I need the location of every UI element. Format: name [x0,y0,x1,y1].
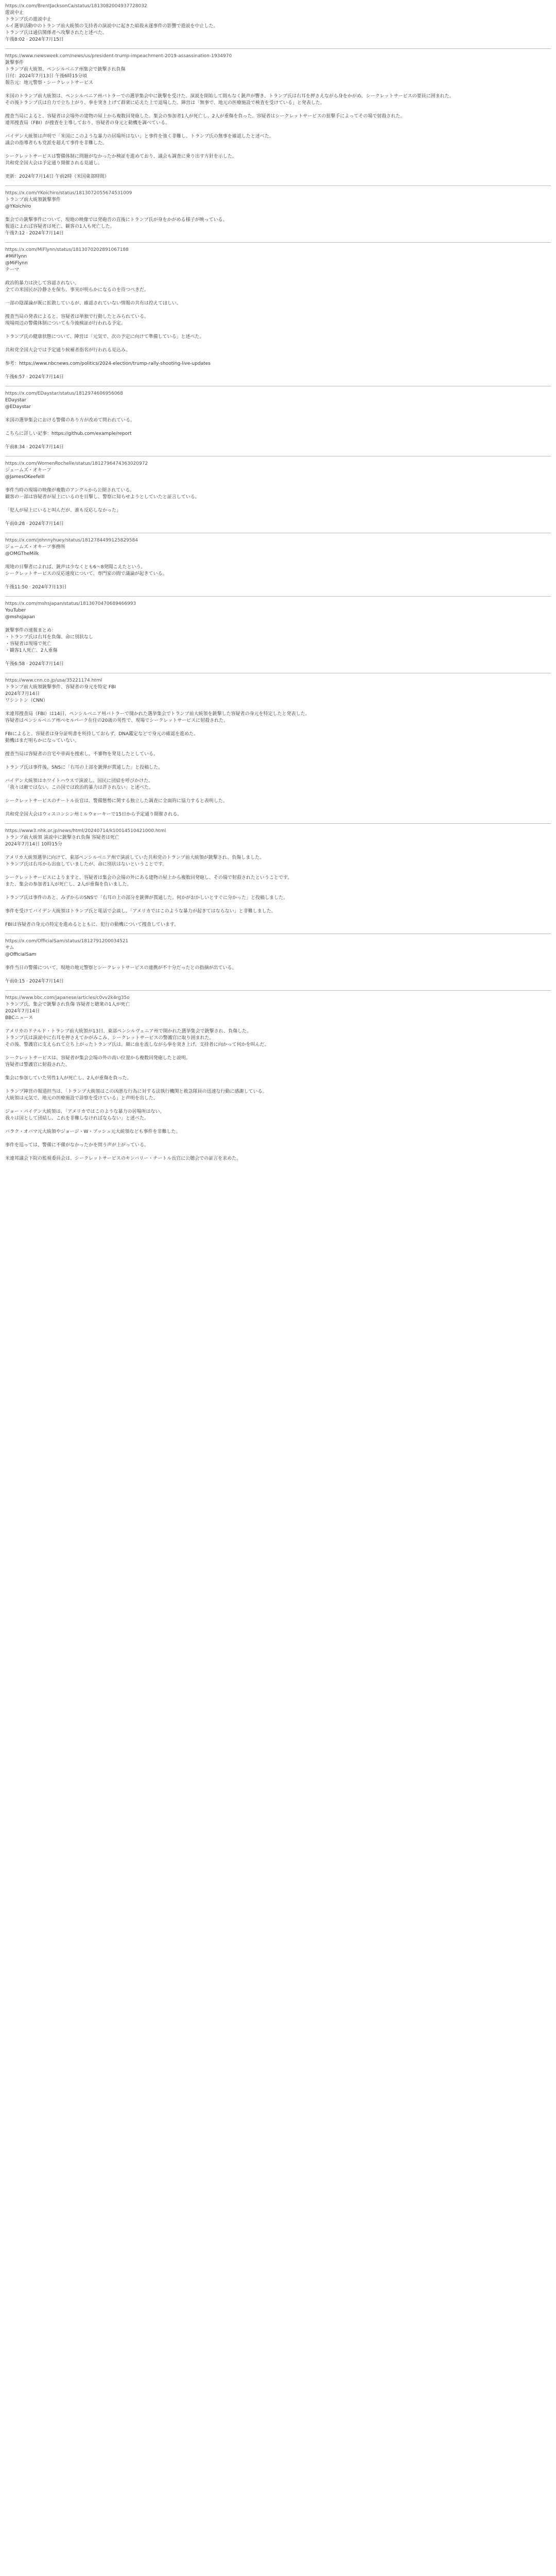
entry-line: 容疑者はペンシルベニア州ベセルパーク在住の20歳の男性で、現場でシークレットサービスに射殺された。 [5,718,229,723]
entry-url[interactable]: https://www.cnn.co.jp/usa/35221174.html [5,678,102,683]
entry-line: トランプ氏は通信関係者へ攻撃されたと述べた。 [5,30,108,36]
entry-line [5,1048,551,1055]
entry-line: トランプ氏の健康状態について、陣営は「元気で、次の予定に向けて準備している」と述べた。 [5,334,204,340]
entry-line: その後、警護官に支えられて立ち上がったトランプ氏は、顔に血を流しながら拳を突き上げ、支持者に向かって何かを叫んだ。 [5,1042,269,1047]
entry-line: @OMGTheMilk [5,551,39,556]
entry-line [5,791,551,798]
entry-line: シークレットサービスは、容疑者が集会会場の外の高い位置から複数回発砲したと説明。 [5,1056,190,1061]
entry-line [5,327,551,334]
entry-line [5,972,551,978]
entry-line: @OfficialSam [5,952,37,957]
entry-line [5,704,551,711]
entry-line: ルイ選挙活動中のトランプ前大統領の支持者の演説中に起きた暗殺未遂事件の影響で遊説を中止した。 [5,24,218,29]
entry-line [5,805,551,811]
entry-line: 午後6:58 · 2024年7月14日 [5,662,64,667]
entry-line [5,107,551,113]
document [0,0,556,1173]
entry-line: ・トランプ氏は右耳を負傷、命に別状なし [5,635,94,640]
entry-line: 銃撃事件 [5,60,24,65]
entry-line: トランプ前大統領銃撃事件 [5,197,61,202]
entry-line: シークレットサービスの反応速度について、専門家の間で議論が起きている。 [5,571,167,577]
entry-line: 更新：2024年7月14日 午前2時（米国東部時間） [5,174,109,179]
entry-url[interactable]: https://x.com/WomenRochelle/status/1812796474363020972 [5,461,148,466]
entry-line: トランプ氏、集会で銃撃され負傷 容疑者と聴衆の1人が死亡 [5,1002,130,1007]
entry-line [5,437,551,444]
entry-line [5,1136,551,1142]
entry-line [5,915,551,922]
entry-line [5,902,551,908]
entry-divider [5,185,551,186]
entry-line [5,210,551,217]
document-entry [5,53,551,180]
entry-line: シークレットサービスのチートル長官は、警備態勢に関する独立した調査に全面的に協力すると表明した。 [5,799,228,804]
document-entry [5,995,551,1162]
entry-line: バラク・オバマ元大統領やジョージ・W・ブッシュ元大統領なども事件を非難した。 [5,1129,181,1134]
entry-line [5,87,551,93]
entry-line: その後トランプ氏は自力で立ち上がり、拳を突き上げて群衆に応えた上で退場した。陣営は「無事で、地元の医療施設で検査を受けている」と発表した。 [5,100,325,106]
entry-line: 容疑者は警護官に射殺された。 [5,1062,71,1067]
entry-line [5,354,551,361]
entry-line: 米連邦議会下院の監視委員会は、シークレットサービスのキンバリー・チートル長官に公聴会での証言を求めた。 [5,1156,241,1161]
entry-line: バイデン大統領はホワイトハウスで演説し、国民に団結を呼びかけた。 [5,778,153,784]
entry-line: 捜査当局によると、容疑者は会場外の建物の屋上から複数回発砲した。集会の参加者1人が死亡し、2人が重傷を負った。容疑者はシークレットサービスの狙撃手によってその場で射殺された。 [5,114,405,119]
entry-url[interactable]: https://www3.nhk.or.jp/news/html/20240714/k10014510421000.html [5,828,166,834]
entry-line [5,1102,551,1109]
entry-line: トランプ氏は演説中に右耳を押さえてかがみこみ、シークレットサービスの警護官に取り囲まれた。 [5,1036,214,1041]
entry-line: 事件を受けてバイデン大統領はトランプ氏と電話で会談し、「アメリカではこのような暴力が起きてはならない」と非難しました。 [5,909,276,914]
entry-line: 事件当時の現場の映像が複数のアングルから公開されている。 [5,488,135,493]
entry-line: 動機はまだ明らかになっていない。 [5,738,80,743]
entry-line: 事件当日の警備について、現地の地元警察とシークレットサービスの連携が不十分だったとの指摘が出ている。 [5,965,237,971]
entry-line: 集会に参加していた男性1人が死亡し、2人が重傷を負った。 [5,1076,132,1081]
entry-url[interactable]: https://x.com/YKoichiro/status/1813072055674531009 [5,191,132,196]
entry-line: 午後11:50 · 2024年7月13日 [5,585,67,590]
entry-url[interactable]: https://www.newsweek.com/news/us/president-trump-impeachment-2019-assassination-1934970 [5,54,232,59]
entry-line: 報道によれば容疑者は死亡、観客の1人も死亡した。 [5,224,115,229]
entry-line: アメリカのドナルド・トランプ前大統領が13日、東部ペンシルヴェニア州で開かれた選挙集会で銃撃され、負傷した。 [5,1029,252,1034]
entry-line: @YKoichiro [5,204,31,209]
entry-line [5,411,551,417]
entry-line: YouTuber [5,608,26,613]
entry-line: また、集会の参加者1人が死亡し、2人が重傷を負いました。 [5,882,132,887]
entry-divider [5,823,551,824]
entry-line: 集会での銃撃事件について、現地の映像では発砲音の直後にトランプ氏が身をかがめる様子が映っている。 [5,217,228,223]
entry-line [5,294,551,300]
entry-line: サム [5,945,14,951]
entry-line [5,501,551,507]
entry-line [5,654,551,661]
entry-line: 午後6:57 · 2024年7月14日 [5,375,64,380]
entry-line: 大統領は元気で、地元の医療施設で診察を受けている」と声明を出した。 [5,1096,158,1101]
entry-line: トランプ前大統領銃撃事件、容疑者の身元を特定 FBI [5,685,116,690]
entry-line: 遊説中止 [5,10,24,15]
entry-divider [5,596,551,597]
document-entry [5,247,551,381]
entry-line: バイデン大統領は声明で「米国にこのような暴力の居場所はない」と事件を強く非難し、トランプ氏の無事を確認したと述べた。 [5,134,274,139]
entry-line: 一部の陰謀論が既に拡散しているが、確認されていない情報の共有は控えてほしい。 [5,301,182,306]
entry-line [5,958,551,965]
entry-line: 政治的暴力は決して容認されない。 [5,281,80,286]
entry-line: ワシントン（CNN） [5,698,48,703]
entry-line: 現場周辺の警備体制についても今後検証が行われる予定。 [5,321,126,326]
entry-line: ジェームズ・オキーフ事務所 [5,545,65,550]
entry-line: ・観客1人死亡、2人重傷 [5,648,58,653]
entry-line: 全ての米国民が冷静さを保ち、事実が明らかになるのを待つべきだ。 [5,287,149,293]
entry-divider [5,990,551,991]
entry-line [5,1122,551,1129]
entry-line [5,1022,551,1028]
document-entry [5,938,551,985]
entry-line: 現地の目撃者によれば、銃声は少なくとも6〜8発聞こえたという。 [5,565,146,570]
entry-line [5,868,551,875]
entry-line: 米国の選挙集会における警備のあり方が改めて問われている。 [5,418,135,423]
entry-line: FBIは容疑者の身元の特定を進めるとともに、犯行の動機について捜査しています。 [5,922,179,927]
entry-line: 共和党全国大会では予定通り候補者指名が行われる見込み。 [5,348,131,353]
entry-line: 米連邦捜査局（FBI）は14日、ペンシルベニア州バトラーで開かれた選挙集会でトランプ前大統領を銃撃した容疑者の身元を特定したと発表した。 [5,711,310,717]
entry-line: 報告元：地元警察・シークレットサービス [5,80,93,86]
entry-line: 「我々は敵ではない。この国では政治的暴力は許されない」と述べた。 [5,785,154,790]
entry-line [5,367,551,374]
entry-line: 議会の指導者らも党派を超えて事件を非難した。 [5,141,108,146]
entry-url[interactable]: https://x.com/johnnyhuey/status/1812784499125829584 [5,538,138,543]
entry-line: @EDaystar [5,404,31,410]
entry-line: @JamesOKeefeIII [5,474,45,480]
entry-line: トランプ氏は事件後、SNSに「右耳の上部を銃弾が貫通した」と投稿した。 [5,765,163,770]
entry-line: トランプ前大統領、ペンシルベニア州集会で銃撃され負傷 [5,67,126,72]
entry-line: @mshsJapan [5,615,35,620]
entry-line: 銃撃事件の速報まとめ： [5,628,57,633]
entry-line: ジョー・バイデン大統領は、「アメリカではこのような暴力の居場所はない。 [5,1109,165,1114]
entry-line [5,848,551,855]
entry-line: 2024年7月14日 [5,691,40,697]
entry-line: トランプ氏の遊説中止 [5,17,52,22]
entry-line [5,167,551,174]
entry-line: 2024年7月14日 [5,1009,40,1014]
entry-line: 捜査当局は容疑者の自宅や車両を捜索し、不審物を発見したとしている。 [5,752,159,757]
entry-url[interactable]: https://x.com/EDaystar/status/1812974606956068 [5,391,123,396]
entry-line [5,758,551,765]
entry-line: トランプ氏は右耳から出血していましたが、命に別状はないということです。 [5,862,167,867]
entry-line [5,888,551,895]
document-entry [5,677,551,818]
entry-divider [5,48,551,49]
entry-line: BBCニュース [5,1015,33,1021]
entry-line: 事件を巡っては、警備に不備がなかったかを問う声が上がっている。 [5,1143,149,1148]
entry-line: 共和党全国大会は予定通り開催される見通し。 [5,161,103,166]
entry-line: 午前8:34 · 2024年7月14日 [5,445,64,450]
entry-line: 午前0:28 · 2024年7月14日 [5,521,64,527]
entry-line: ・容疑者は現場で死亡 [5,641,52,647]
entry-line [5,621,551,628]
entry-line [5,481,551,487]
entry-line: 午前0:15 · 2024年7月14日 [5,979,64,984]
entry-line: 「犯人が屋上にいると叫んだが、誰も反応しなかった」 [5,508,121,513]
entry-line: 連邦捜査局（FBI）が捜査を主導しており、容疑者の身元と動機を調べている。 [5,121,170,126]
entry-line: @MiFlynn [5,261,28,266]
entry-line: 我々は国として団結し、これを非難しなければならない」と述べた。 [5,1116,149,1121]
entry-line [5,1149,551,1156]
entry-line: 2024年7月14日 10時15分 [5,842,62,847]
entry-line: 米国のトランプ前大統領は、ペンシルベニア州バトラーでの選挙集会中に銃撃を受けた。演説を開始して間もなく銃声が響き、トランプ氏は右耳を押さえながら身をかがめ、シークレットサービスの要員に囲まれた。 [5,94,454,99]
entry-line [5,307,551,314]
entry-line: トランプ氏は事件のあと、みずからのSNSで「右耳の上の部分を銃弾が貫通した。何かがおかしいとすぐに分かった」と投稿しました。 [5,895,288,901]
entry-line [5,724,551,731]
entry-line [5,1069,551,1075]
document-entry [5,601,551,668]
entry-line: #MiFlynn [5,254,27,259]
entry-line: こちらに詳しい記事：https://github.com/example/report [5,431,132,436]
entry-url[interactable]: https://x.com/OfficialSam/status/1812791200034521 [5,939,129,944]
entry-line: シークレットサービスによりますと、容疑者は集会の会場の外にある建物の屋上から複数回発砲し、その場で射殺されたということです。 [5,875,292,880]
entry-line [5,274,551,280]
entry-line: ジェームズ・オキーフ [5,468,51,473]
document-entry [5,391,551,451]
entry-divider [5,242,551,243]
entry-url[interactable]: https://www.bbc.com/japanese/articles/c0vv2k4rg35o [5,995,130,1001]
entry-line [5,578,551,584]
entry-line [5,771,551,778]
entry-line [5,1082,551,1089]
entry-line: 共和党全国大会はウィスコンシン州ミルウォーキーで15日から予定通り開催される。 [5,812,182,817]
entry-line: アメリカ大統領選挙に向けて、東部ペンシルベニア州で演説していた共和党のトランプ前大統領が銃撃され、負傷しました。 [5,855,265,860]
document-entry [5,190,551,237]
entry-url[interactable]: https://x.com/mshsJapan/status/1813070470689466993 [5,601,136,606]
entry-line: テーマ [5,267,20,273]
entry-line: FBIによると、容疑者は身分証明書を所持しておらず、DNA鑑定などで身元の確認を進めた。 [5,732,199,737]
entry-line: 観客の一部は容疑者が屋上にいるのを目撃し、警察に知らせようとしていたと証言している。 [5,495,200,500]
entry-line [5,514,551,521]
entry-line [5,744,551,751]
entry-line: 午後7:12 · 2024年7月14日 [5,231,64,236]
entry-line: トランプ陣営の報道担当は、「トランプ大統領はこの凶悪な行為に対する法執行機関と救急隊員の迅速な行動に感謝している。 [5,1089,267,1094]
entry-line: 参考：https://www.nbcnews.com/politics/2024-election/trump-rally-shooting-live-updates [5,361,211,366]
entry-line: トランプ前大統領 演説中に銃撃され負傷 容疑者は死亡 [5,835,119,840]
entry-line: 午後8:02 · 2024年7月15日 [5,37,64,42]
entry-line: 日付：2024年7月13日 午後6時15分頃 [5,74,88,79]
entry-line: EDaystar [5,398,26,403]
entry-url[interactable]: https://x.com/BrentJacksonCa/status/1813082004937728032 [5,4,147,9]
document-entry [5,828,551,928]
entry-line [5,424,551,431]
entry-line [5,557,551,564]
entry-line: 捜査当局の発表によると、容疑者は単独で行動したとみられている。 [5,314,149,319]
entry-line [5,147,551,154]
entry-line: シークレットサービスは警備体制に問題がなかったか検証を進めており、議会も調査に乗り出す方針を示した。 [5,154,237,159]
document-entry [5,3,551,43]
entry-line [5,127,551,133]
entry-url[interactable]: https://x.com/MiFlynn/status/1813070202891067188 [5,247,129,252]
document-entry [5,461,551,528]
document-entry [5,537,551,591]
entry-line [5,341,551,347]
